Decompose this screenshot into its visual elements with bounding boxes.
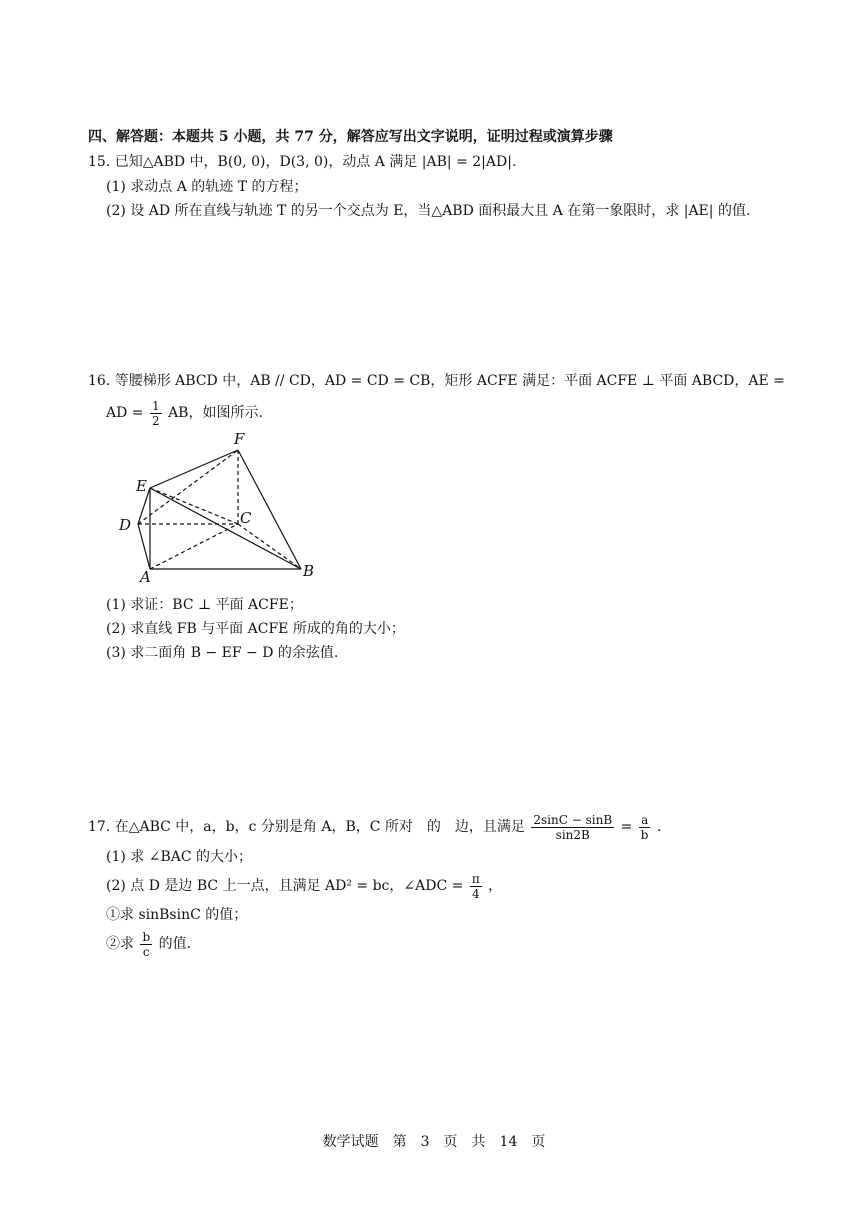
edge-EF	[150, 450, 238, 488]
q17-sub2-fraction-numerator: b	[142, 929, 151, 944]
edge-CB	[238, 524, 301, 569]
q16-stem-line2-prefix: AD =	[106, 405, 144, 421]
q17-fraction-1-denominator: sin2B	[555, 827, 590, 842]
q17-fraction-1	[531, 813, 614, 842]
q17-sub2-prefix: ②求	[106, 936, 134, 952]
q16-figure	[100, 428, 330, 588]
q16-part1: (1) 求证：BC ⊥ 平面 ACFE；	[106, 597, 303, 613]
q15-stem: 15. 已知△ABD 中，B(0, 0)，D(3, 0)，动点 A 满足 |AB| = 2|AD|.	[88, 154, 517, 170]
q17-stem-end: .	[656, 819, 662, 835]
q17-equals: =	[620, 819, 633, 835]
q16-part3: (3) 求二面角 B − EF − D 的余弦值.	[106, 645, 339, 661]
q16-stem-line1: 16. 等腰梯形 ABCD 中，AB // CD，AD = CD = CB，矩形 ACFE 满足：平面 ACFE ⊥ 平面 ABCD，AE =	[88, 373, 785, 389]
q17-part1: (1) 求 ∠BAC 的大小；	[106, 849, 253, 865]
q17-fraction-2-numerator: a	[639, 813, 651, 828]
q17-part2-fraction-denominator: 4	[471, 886, 480, 901]
label-F: F	[234, 430, 245, 448]
label-E: E	[136, 477, 147, 495]
label-B: B	[303, 562, 315, 580]
q17-sub2-fraction	[140, 930, 152, 959]
q17-fraction-1-numerator: 2sinC − sinB	[533, 812, 613, 827]
edge-DA	[138, 524, 150, 569]
section-header: 四、解答题：本题共 5 小题，共 77 分，解答应写出文字说明，证明过程或演算步骤	[88, 129, 613, 145]
q16-stem-line2-suffix: AB，如图所示.	[168, 405, 263, 421]
q17-sub2-suffix: 的值.	[158, 936, 192, 952]
q17-part2-fraction	[470, 872, 482, 901]
q17-part2-prefix: (2) 点 D 是边 BC 上一点，且满足 AD² = bc，∠ADC =	[106, 878, 464, 894]
label-D: D	[119, 516, 132, 534]
q16-fraction-numerator: 1	[151, 398, 160, 413]
q17-sub2-fraction-denominator: c	[142, 944, 150, 959]
q17-sub2	[106, 928, 191, 960]
q15-part2: (2) 设 AD 所在直线与轨迹 T 的另一个交点为 E，当△ABD 面积最大且 A 在第一象限时，求 |AE| 的值.	[106, 203, 751, 219]
q17-part2	[106, 870, 502, 902]
q15-part1: (1) 求动点 A 的轨迹 T 的方程；	[106, 179, 308, 195]
q17-part2-fraction-numerator: π	[471, 871, 480, 886]
q16-fraction	[150, 399, 162, 428]
q17-stem	[88, 810, 661, 844]
edge-AC	[150, 524, 238, 569]
q17-part2-suffix: ，	[488, 878, 503, 894]
q16-part2: (2) 求直线 FB 与平面 ACFE 所成的角的大小；	[106, 621, 405, 637]
q16-stem-line2	[106, 398, 263, 428]
q16-fraction-denominator: 2	[151, 413, 160, 428]
label-C: C	[240, 509, 252, 527]
label-A: A	[140, 568, 151, 586]
q17-sub1: ①求 sinBsinC 的值；	[106, 907, 248, 923]
q17-stem-prefix: 17. 在△ABC 中，a，b，c 分别是角 A，B，C 所对 的 边，且满足	[88, 819, 525, 835]
q17-fraction-2	[639, 813, 651, 842]
page-footer: 数学试题 第 3 页 共 14 页	[322, 1134, 546, 1150]
edge-EB	[150, 488, 301, 569]
q17-fraction-2-denominator: b	[640, 827, 649, 842]
